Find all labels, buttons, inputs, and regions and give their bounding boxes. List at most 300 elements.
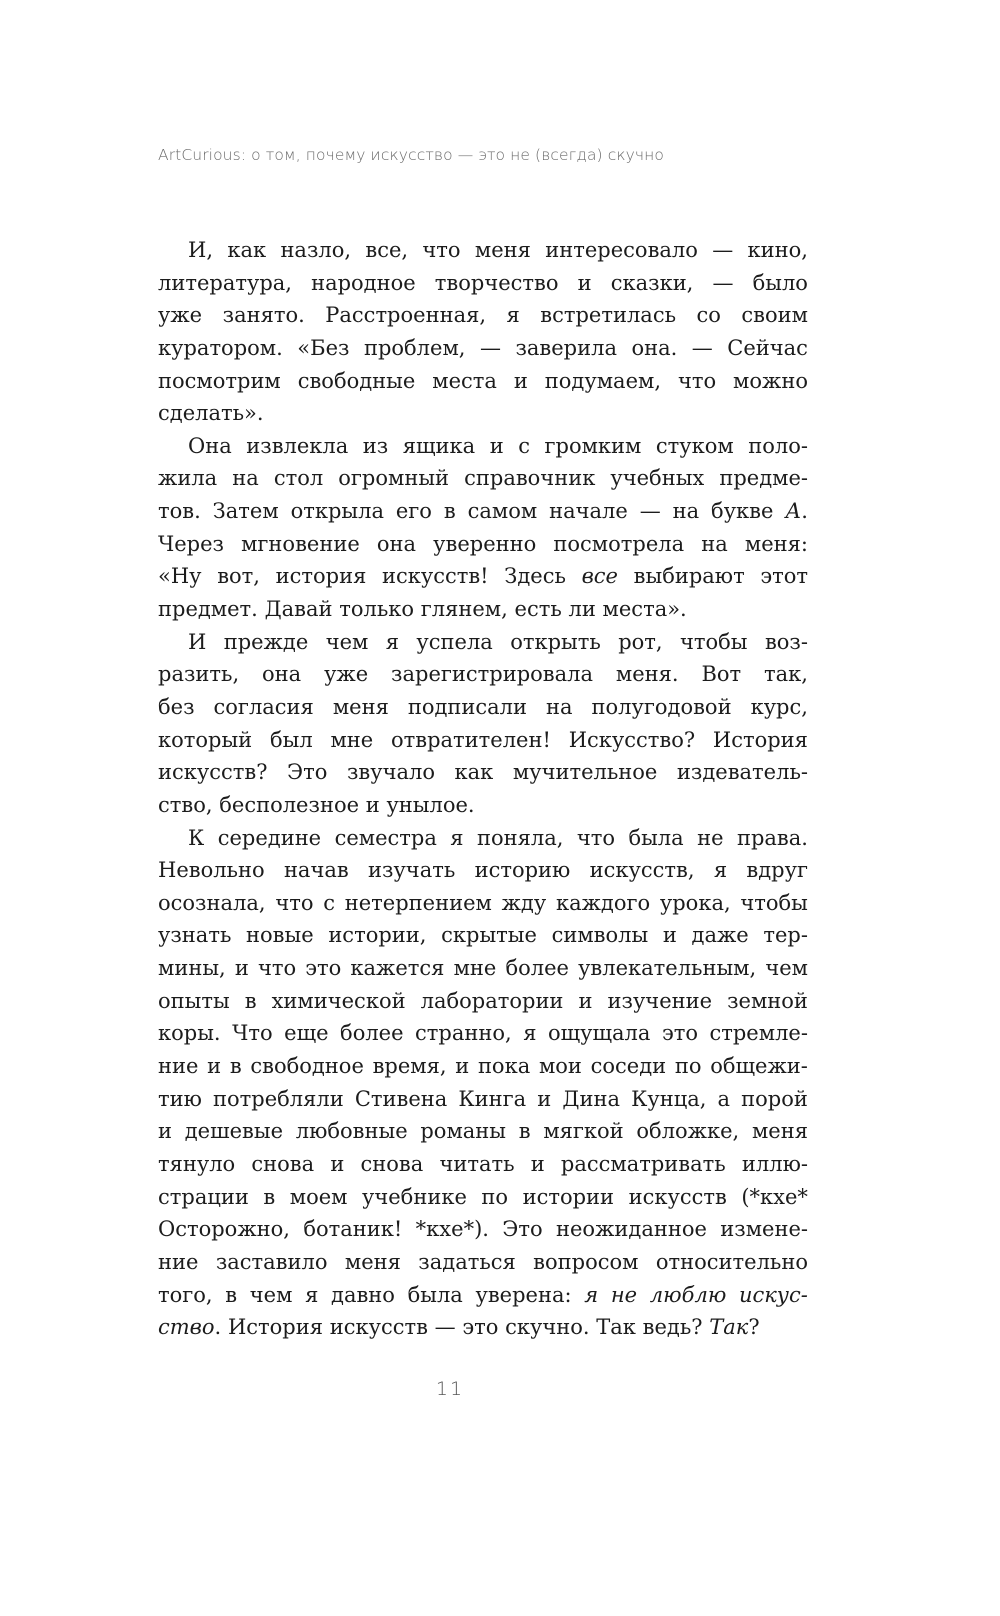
word: и bbox=[489, 433, 504, 458]
text-line bbox=[158, 1246, 808, 1279]
word: и bbox=[234, 956, 249, 981]
word: Расстроенная, bbox=[325, 303, 487, 328]
word: подписали bbox=[407, 694, 528, 719]
text-line bbox=[158, 1115, 808, 1148]
word: Кинга bbox=[458, 1086, 527, 1111]
word: успела bbox=[416, 629, 493, 654]
word: любовные bbox=[295, 1119, 408, 1144]
word: стол bbox=[273, 466, 324, 491]
word: начале bbox=[549, 499, 628, 524]
word: вопросом bbox=[533, 1249, 639, 1274]
word: — bbox=[639, 499, 661, 524]
text-line bbox=[158, 1017, 808, 1050]
word: вдруг bbox=[746, 858, 808, 883]
word: того, bbox=[158, 1282, 213, 1307]
word: искусств bbox=[329, 1315, 428, 1340]
word: более bbox=[340, 1021, 404, 1046]
word: тер- bbox=[763, 923, 808, 948]
word: был bbox=[269, 727, 313, 752]
word: чтобы bbox=[680, 629, 748, 654]
word: что bbox=[257, 956, 297, 981]
word: я bbox=[584, 1282, 599, 1307]
word: *кхе*). bbox=[415, 1217, 489, 1242]
word: бесполезное bbox=[219, 792, 360, 817]
word: куратором. bbox=[158, 335, 283, 360]
word: меня bbox=[751, 1119, 808, 1144]
word: мне bbox=[330, 727, 374, 752]
word: Это bbox=[502, 1217, 543, 1242]
word: с bbox=[518, 433, 530, 458]
word: есть bbox=[514, 597, 562, 622]
word: этот bbox=[760, 564, 808, 589]
word: Так bbox=[596, 1315, 636, 1340]
word: История bbox=[227, 1315, 323, 1340]
word: Так? bbox=[709, 1315, 760, 1340]
word: уверена: bbox=[475, 1282, 572, 1307]
word: А. bbox=[785, 499, 808, 524]
word: я bbox=[713, 858, 728, 883]
word: интересовало bbox=[545, 238, 698, 262]
text-line bbox=[158, 887, 808, 920]
word: и bbox=[207, 1054, 222, 1079]
word: чем bbox=[249, 1282, 293, 1307]
word: занято. bbox=[222, 303, 305, 328]
word: Она bbox=[188, 433, 232, 458]
word: сказки, bbox=[610, 270, 694, 295]
word: История bbox=[712, 727, 808, 752]
word: сделать». bbox=[158, 401, 264, 426]
text-line bbox=[158, 952, 808, 985]
word: выбирают bbox=[633, 564, 745, 589]
word: урока, bbox=[659, 890, 731, 915]
word: символы bbox=[551, 923, 649, 948]
word: учебных bbox=[610, 466, 705, 491]
word: порой bbox=[741, 1086, 808, 1111]
word: люблю bbox=[649, 1282, 727, 1307]
word: Через bbox=[158, 531, 224, 556]
word: глянем, bbox=[420, 597, 508, 622]
word: ство, bbox=[158, 792, 213, 817]
word: романы bbox=[420, 1119, 507, 1144]
word: задаться bbox=[418, 1249, 516, 1274]
text-line bbox=[158, 560, 808, 593]
word: который bbox=[158, 727, 253, 752]
word: жила bbox=[158, 466, 218, 491]
word: осознала, bbox=[158, 890, 266, 915]
word: Что bbox=[232, 1021, 273, 1046]
word: Кунца, bbox=[631, 1086, 707, 1111]
word: что bbox=[422, 238, 461, 262]
word: не bbox=[610, 1282, 638, 1307]
word: полугодовой bbox=[591, 694, 732, 719]
text-line bbox=[158, 332, 808, 365]
word: искусств! bbox=[381, 564, 489, 589]
word: читать bbox=[439, 1151, 515, 1176]
word: К bbox=[188, 825, 205, 850]
word: в bbox=[518, 1119, 531, 1144]
word: из bbox=[362, 433, 389, 458]
word: искусств bbox=[628, 1184, 727, 1209]
word: на bbox=[701, 531, 728, 556]
paragraph bbox=[158, 234, 808, 430]
word: это bbox=[661, 1021, 698, 1046]
word: ведь? bbox=[642, 1315, 703, 1340]
word: в bbox=[229, 1054, 242, 1079]
word: коры. bbox=[158, 1021, 221, 1046]
word: зарегистрировала bbox=[391, 662, 593, 687]
word: — bbox=[434, 1315, 456, 1340]
word: она. bbox=[631, 335, 678, 360]
word: — bbox=[479, 335, 501, 360]
word: каждого bbox=[555, 890, 651, 915]
word: рот, bbox=[618, 629, 663, 654]
word: только bbox=[339, 597, 415, 622]
word: меня bbox=[474, 238, 531, 262]
word: семестра bbox=[334, 825, 437, 850]
word: места». bbox=[602, 597, 687, 622]
word: в bbox=[244, 988, 257, 1013]
word: свободное bbox=[250, 1054, 364, 1079]
word: мои bbox=[538, 1054, 582, 1079]
word: подумаем, bbox=[544, 368, 662, 393]
word: справочник bbox=[464, 466, 596, 491]
word: даже bbox=[691, 923, 749, 948]
word: — bbox=[691, 335, 713, 360]
word: земной bbox=[727, 988, 808, 1013]
word: громким bbox=[544, 433, 642, 458]
word: поняла, bbox=[476, 825, 564, 850]
word: Дина bbox=[562, 1086, 620, 1111]
text-line bbox=[158, 724, 808, 757]
word: искус- bbox=[738, 1282, 808, 1307]
word: и bbox=[513, 368, 528, 393]
word: относительно bbox=[655, 1249, 808, 1274]
text-line bbox=[158, 1050, 808, 1083]
word: проблем, bbox=[363, 335, 466, 360]
word: открыла bbox=[290, 499, 384, 524]
word: самом bbox=[467, 499, 538, 524]
word: изучать bbox=[368, 858, 456, 883]
word: Стивена bbox=[354, 1086, 448, 1111]
word: издеватель- bbox=[676, 760, 808, 785]
word: пока bbox=[477, 1054, 531, 1079]
word: еще bbox=[284, 1021, 329, 1046]
text-line bbox=[158, 1181, 808, 1214]
word: назло, bbox=[280, 238, 352, 262]
word: меня bbox=[344, 1249, 401, 1274]
word: я bbox=[385, 629, 399, 654]
word: «Ну bbox=[158, 564, 202, 589]
word: неожиданное bbox=[556, 1217, 707, 1242]
text-line bbox=[158, 789, 808, 822]
word: — bbox=[712, 270, 734, 295]
word: снова bbox=[251, 1151, 315, 1176]
word: заверила bbox=[515, 335, 617, 360]
text-line bbox=[158, 593, 808, 626]
word: отвратителен! bbox=[391, 727, 551, 752]
word: курс, bbox=[750, 694, 808, 719]
word: предмет. bbox=[158, 597, 258, 622]
word: Затем bbox=[212, 499, 279, 524]
word: это bbox=[462, 1315, 499, 1340]
word: вот, bbox=[217, 564, 260, 589]
word: соседи bbox=[590, 1054, 667, 1079]
word: меня: bbox=[744, 531, 808, 556]
word: она bbox=[376, 531, 417, 556]
word: лаборатории bbox=[420, 988, 564, 1013]
word: и bbox=[537, 1086, 552, 1111]
word: снова bbox=[360, 1151, 424, 1176]
text-line bbox=[158, 1279, 808, 1312]
word: и bbox=[662, 923, 677, 948]
text-line bbox=[158, 1311, 808, 1344]
word: опыты bbox=[158, 988, 230, 1013]
text-line bbox=[158, 299, 808, 332]
word: Невольно bbox=[158, 858, 265, 883]
text-line bbox=[158, 462, 808, 495]
word: нетерпением bbox=[344, 890, 492, 915]
word: истории bbox=[522, 1184, 615, 1209]
word: на bbox=[232, 466, 259, 491]
word: мучительное bbox=[512, 760, 658, 785]
word: потребляли bbox=[213, 1086, 344, 1111]
word: народное bbox=[311, 270, 416, 295]
word: и bbox=[330, 1151, 345, 1176]
word: ние bbox=[158, 1054, 199, 1079]
word: и bbox=[578, 988, 593, 1013]
word: И bbox=[188, 629, 207, 654]
word: литература, bbox=[158, 270, 292, 295]
word: ботаник! bbox=[303, 1217, 403, 1242]
word: история bbox=[275, 564, 367, 589]
word: Давай bbox=[264, 597, 333, 622]
text-line bbox=[158, 267, 808, 300]
word: мягкой bbox=[543, 1119, 624, 1144]
word: и bbox=[365, 792, 380, 817]
word: давно bbox=[331, 1282, 395, 1307]
word: так, bbox=[764, 662, 808, 687]
text-line bbox=[158, 1083, 808, 1116]
paragraph bbox=[158, 430, 808, 626]
word: общежи- bbox=[710, 1054, 808, 1079]
text-line bbox=[158, 430, 808, 463]
word: в bbox=[263, 1184, 276, 1209]
word: на bbox=[546, 694, 573, 719]
word: мины, bbox=[158, 956, 226, 981]
word: узнать bbox=[158, 923, 232, 948]
word: уверенно bbox=[433, 531, 537, 556]
text-line bbox=[158, 626, 808, 659]
word: не bbox=[697, 825, 724, 850]
word: я bbox=[305, 1282, 319, 1307]
word: свободные bbox=[297, 368, 416, 393]
paragraph bbox=[158, 626, 808, 822]
word: звучало bbox=[346, 760, 435, 785]
word: кино, bbox=[747, 238, 808, 262]
body-text bbox=[158, 234, 808, 1344]
word: Осторожно, bbox=[158, 1217, 290, 1242]
word: она bbox=[262, 662, 302, 687]
word: поло- bbox=[748, 433, 808, 458]
word: в bbox=[443, 499, 456, 524]
word: в bbox=[225, 1282, 238, 1307]
word: жду bbox=[501, 890, 547, 915]
word: унылое. bbox=[386, 792, 475, 817]
word: огромный bbox=[338, 466, 450, 491]
word: творчество bbox=[434, 270, 559, 295]
word: дешевые bbox=[184, 1119, 284, 1144]
word: иллю- bbox=[741, 1151, 808, 1176]
word: историю bbox=[474, 858, 571, 883]
word: ние bbox=[158, 1249, 199, 1274]
word: чем bbox=[765, 956, 808, 981]
text-line bbox=[158, 658, 808, 691]
word: обложке, bbox=[636, 1119, 740, 1144]
word: Это bbox=[287, 760, 328, 785]
word: «Без bbox=[297, 335, 350, 360]
word: все, bbox=[365, 238, 409, 262]
word: права. bbox=[736, 825, 808, 850]
word: как bbox=[227, 238, 267, 262]
word: скучно. bbox=[505, 1315, 590, 1340]
word: ли bbox=[568, 597, 596, 622]
word: посмотрим bbox=[158, 368, 281, 393]
word: согласия bbox=[213, 694, 314, 719]
word: истории, bbox=[328, 923, 427, 948]
word: прежде bbox=[223, 629, 309, 654]
word: новые bbox=[246, 923, 314, 948]
word: была bbox=[628, 825, 684, 850]
word: без bbox=[158, 694, 195, 719]
word: воз- bbox=[764, 629, 808, 654]
word: уже bbox=[324, 662, 369, 687]
word: что bbox=[677, 368, 717, 393]
word: ощущала bbox=[547, 1021, 651, 1046]
text-line bbox=[158, 234, 808, 267]
text-line bbox=[158, 1148, 808, 1181]
word: стремле- bbox=[709, 1021, 808, 1046]
running-head: ArtCurious: о том, почему искусство — это не (всегда) скучно bbox=[158, 146, 665, 164]
word: разить, bbox=[158, 662, 240, 687]
word: моем bbox=[289, 1184, 348, 1209]
word: я bbox=[450, 825, 464, 850]
word: чем bbox=[325, 629, 369, 654]
word: тов. bbox=[158, 499, 201, 524]
text-line bbox=[158, 365, 808, 398]
text-line bbox=[158, 1213, 808, 1246]
text-line bbox=[158, 495, 808, 528]
word: странно, bbox=[415, 1021, 512, 1046]
word: это bbox=[305, 956, 342, 981]
word: букве bbox=[711, 499, 774, 524]
word: встретилась bbox=[540, 303, 677, 328]
word: измене- bbox=[720, 1217, 808, 1242]
word: заставило bbox=[215, 1249, 328, 1274]
word: ящика bbox=[402, 433, 476, 458]
word: изучение bbox=[607, 988, 713, 1013]
word: мне bbox=[453, 956, 497, 981]
word: уже bbox=[158, 303, 203, 328]
word: и bbox=[158, 1119, 172, 1144]
word: середине bbox=[217, 825, 322, 850]
word: со bbox=[696, 303, 721, 328]
text-line bbox=[158, 985, 808, 1018]
word: на bbox=[672, 499, 700, 524]
word: что bbox=[275, 890, 314, 915]
word: своим bbox=[741, 303, 808, 328]
word: более bbox=[505, 956, 569, 981]
word: (*кхе* bbox=[741, 1184, 808, 1209]
word: Искусство? bbox=[568, 727, 696, 752]
word: как bbox=[454, 760, 494, 785]
word: тию bbox=[158, 1086, 202, 1111]
text-line bbox=[158, 919, 808, 952]
word: можно bbox=[733, 368, 808, 393]
word: Сейчас bbox=[727, 335, 808, 360]
word: и bbox=[577, 270, 592, 295]
word: стуком bbox=[655, 433, 734, 458]
word: тянуло bbox=[158, 1151, 236, 1176]
word: открыть bbox=[510, 629, 601, 654]
page-number: 11 bbox=[435, 1378, 465, 1400]
word: мгновение bbox=[241, 531, 360, 556]
text-line bbox=[158, 822, 808, 855]
word: скрытые bbox=[441, 923, 537, 948]
word: была bbox=[407, 1282, 463, 1307]
word: кажется bbox=[350, 956, 445, 981]
word: по bbox=[481, 1184, 509, 1209]
word: Здесь bbox=[504, 564, 566, 589]
text-line bbox=[158, 528, 808, 561]
word: по bbox=[674, 1054, 702, 1079]
word: учебнике bbox=[362, 1184, 467, 1209]
text-line bbox=[158, 691, 808, 724]
word: места bbox=[432, 368, 497, 393]
word: было bbox=[752, 270, 808, 295]
word: меня bbox=[332, 694, 389, 719]
word: его bbox=[395, 499, 432, 524]
word: меня. bbox=[615, 662, 679, 687]
word: с bbox=[323, 890, 335, 915]
word: Вот bbox=[701, 662, 742, 687]
word: и bbox=[455, 1054, 470, 1079]
word: увлекательным, bbox=[578, 956, 757, 981]
word: я bbox=[506, 303, 520, 328]
word: я bbox=[523, 1021, 537, 1046]
word: рассматривать bbox=[560, 1151, 726, 1176]
word: извлекла bbox=[246, 433, 349, 458]
paragraph bbox=[158, 822, 808, 1344]
word: ство. bbox=[158, 1315, 222, 1340]
word: время, bbox=[372, 1054, 447, 1079]
word: искусств, bbox=[589, 858, 695, 883]
word: все bbox=[581, 564, 618, 589]
text-line bbox=[158, 854, 808, 887]
word: страции bbox=[158, 1184, 249, 1209]
word: — bbox=[712, 238, 734, 262]
word: а bbox=[717, 1086, 731, 1111]
word: начав bbox=[283, 858, 349, 883]
word: и bbox=[530, 1151, 545, 1176]
word: И, bbox=[188, 238, 213, 262]
word: чтобы bbox=[740, 890, 808, 915]
word: что bbox=[576, 825, 615, 850]
word: химической bbox=[271, 988, 406, 1013]
word: посмотрела bbox=[553, 531, 685, 556]
text-line bbox=[158, 397, 808, 430]
text-line bbox=[158, 756, 808, 789]
word: предме- bbox=[719, 466, 808, 491]
